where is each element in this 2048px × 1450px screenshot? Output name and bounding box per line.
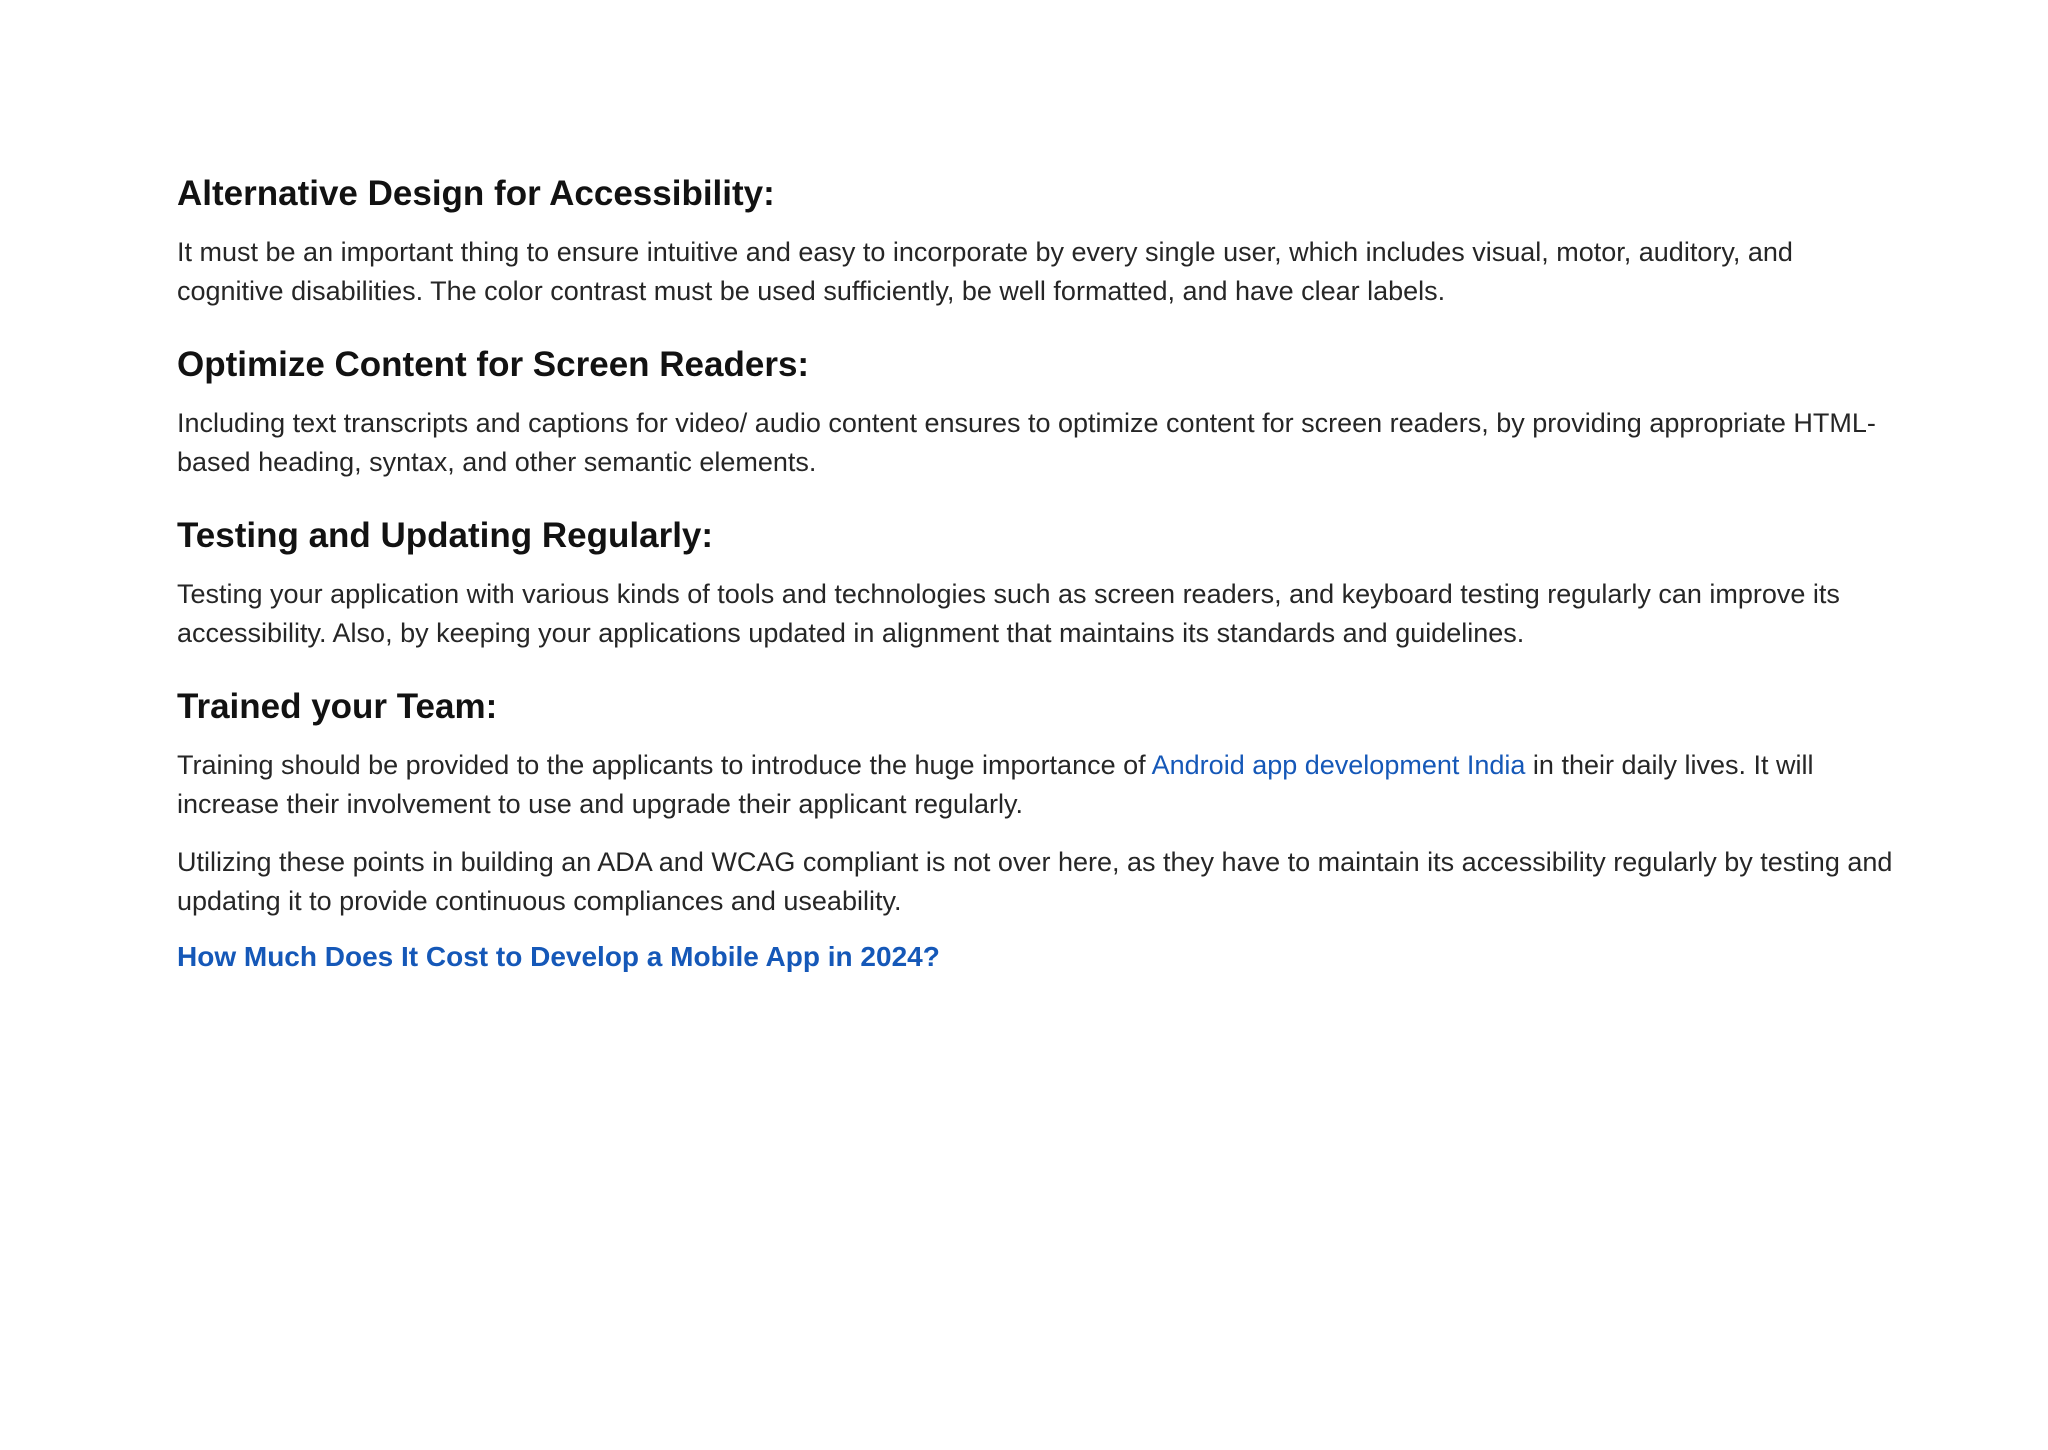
section-testing-updating bbox=[177, 514, 1897, 653]
related-article-link[interactable]: How Much Does It Cost to Develop a Mobile App in 2024? bbox=[177, 941, 940, 972]
section-heading: Testing and Updating Regularly: bbox=[177, 516, 714, 555]
closing-paragraph: Utilizing these points in building an ADA and WCAG compliant is not over here, as they have to maintain its accessibility regularly by testing and updating it to provide continuous compliances and useability. bbox=[177, 847, 1893, 916]
section-paragraph: Including text transcripts and captions for video/ audio content ensures to optimize content for screen readers, by providing appropriate HTML-based heading, syntax, and other semantic elements. bbox=[177, 408, 1876, 477]
section-heading: Optimize Content for Screen Readers: bbox=[177, 345, 810, 384]
section-alternative-design bbox=[177, 172, 1897, 311]
paragraph-text-before-link: Training should be provided to the applicants to introduce the huge importance of bbox=[177, 750, 1152, 780]
section-trained-team bbox=[177, 685, 1897, 824]
paragraph-text-after-link: in their daily lives. It will increase their involvement to use and upgrade their applicant regularly. bbox=[177, 750, 1814, 819]
section-heading: Alternative Design for Accessibility: bbox=[177, 174, 775, 213]
section-paragraph: It must be an important thing to ensure intuitive and easy to incorporate by every single user, which includes visual, motor, auditory, and cognitive disabilities. The color contrast must be used sufficiently, be well formatted, and have clear labels. bbox=[177, 237, 1793, 306]
section-screen-readers bbox=[177, 343, 1897, 482]
section-paragraph bbox=[177, 746, 1897, 824]
android-app-development-link[interactable]: Android app development India bbox=[1151, 750, 1526, 780]
section-heading: Trained your Team: bbox=[177, 687, 498, 726]
section-paragraph: Testing your application with various kinds of tools and technologies such as screen readers, and keyboard testing regularly can improve its accessibility. Also, by keeping your applications updated in alignment that maintains its standards and guidelines. bbox=[177, 579, 1840, 648]
article-content bbox=[177, 172, 1897, 976]
